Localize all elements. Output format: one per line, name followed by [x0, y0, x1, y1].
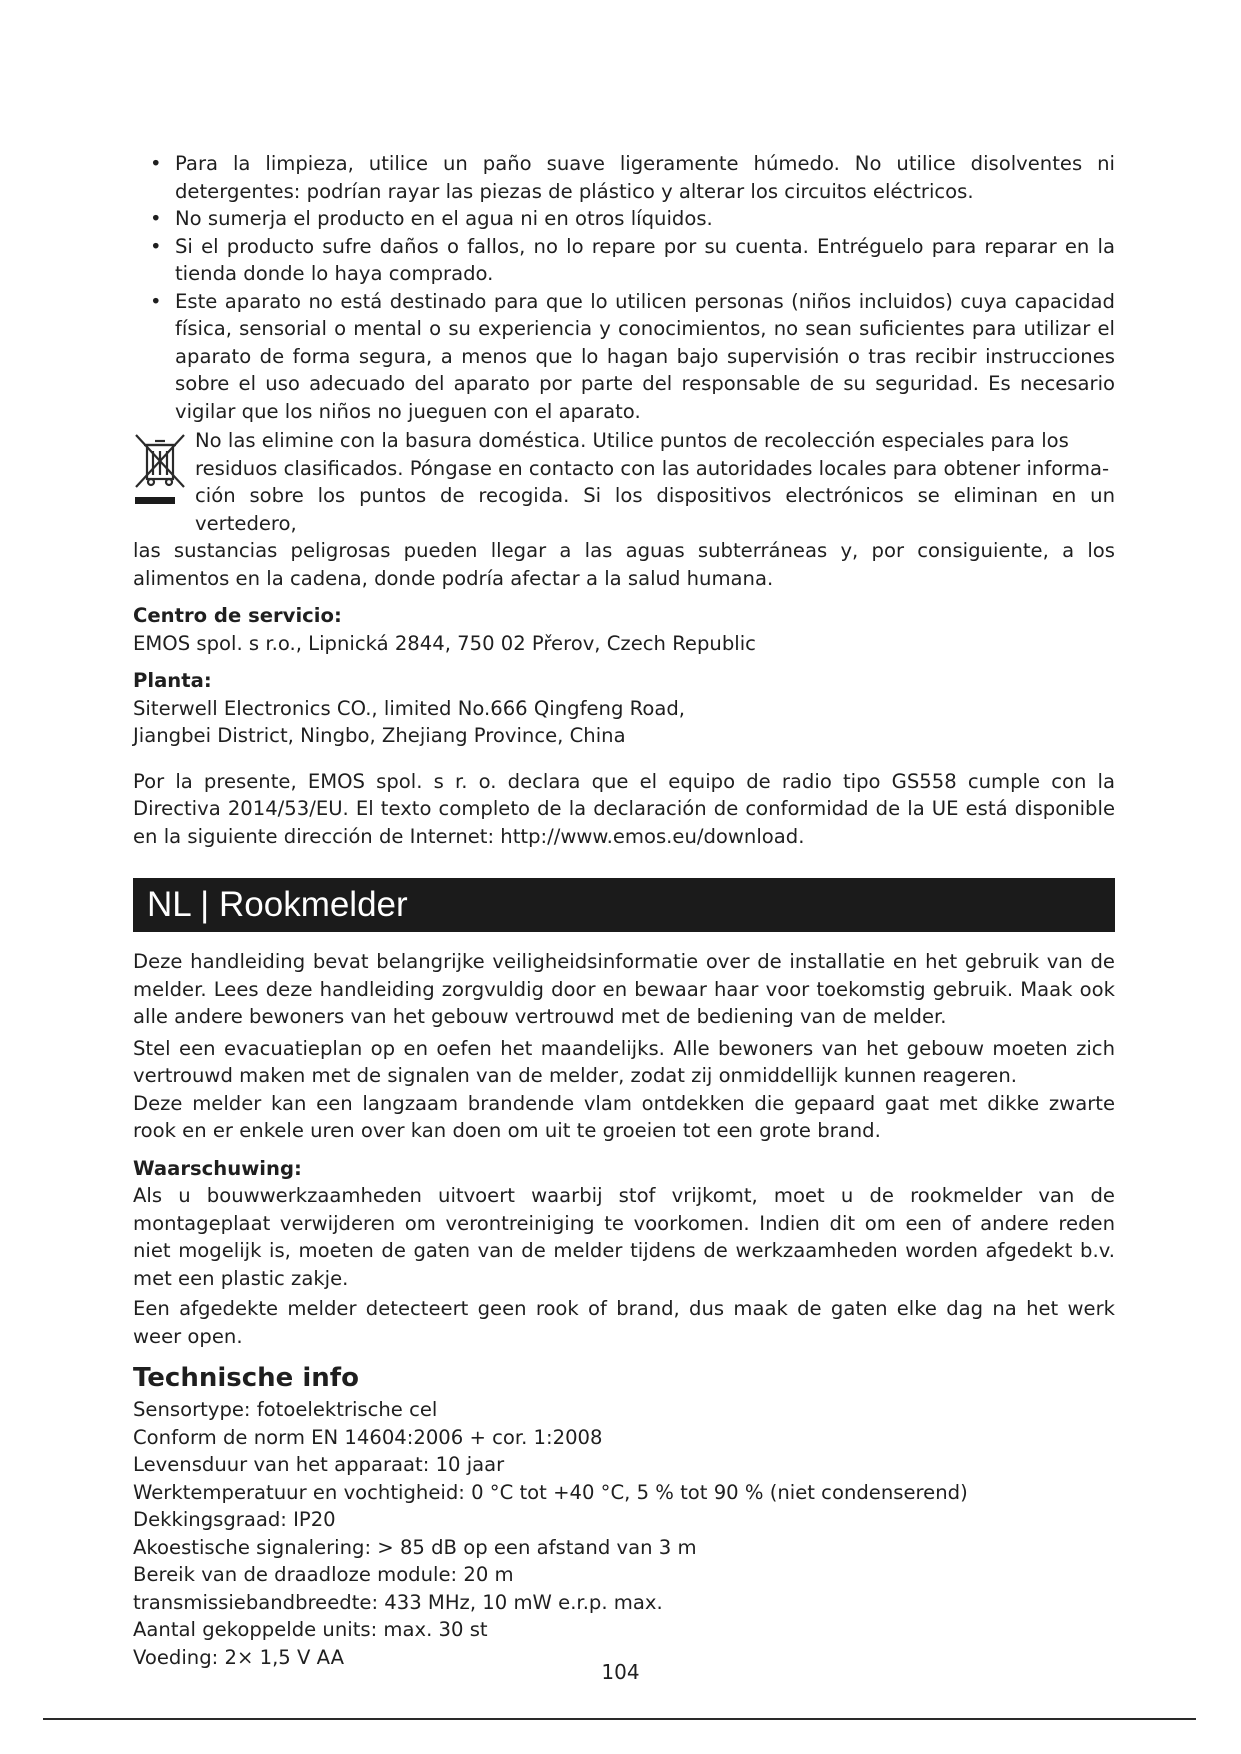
spec-list — [133, 1396, 1115, 1671]
nl-intro — [133, 948, 1115, 1145]
paragraph: Deze handleiding bevat belangrijke veiligheidsinformatie over de installatie en het gebruik van de melder. Lees deze handleiding zorgvuldig door en bewaar haar voor toekomstig gebruik. Maak ook alle andere bewoners van het gebouw vertrouwd met de bediening van de melder. — [133, 950, 1115, 1028]
section-banner — [133, 878, 1115, 932]
paragraph: Stel een evacuatieplan op en oefen het maandelijks. Alle bewoners van het gebouw moeten zich vertrouwd maken met de signalen van de melder, zodat zij onmiddellijk kunnen reageren. — [133, 1036, 1115, 1087]
es-safety-list — [133, 150, 1115, 425]
list-item: • Si el producto sufre daños o fallos, no lo repare por su cuenta. Entréguelo para reparar en la tienda donde lo haya comprado. — [133, 233, 1115, 288]
page-content — [133, 150, 1115, 1671]
spec-line: Akoestische signalering: > 85 dB op een afstand van 3 m — [133, 1535, 697, 1559]
footer-divider — [43, 1718, 1196, 1720]
tech-info-heading: Technische info — [133, 1363, 359, 1393]
paragraph: Een afgedekte melder detecteert geen rook of brand, dus maak de gaten elke dag na het werk weer open. — [133, 1297, 1115, 1348]
spec-line: Aantal gekoppelde units: max. 30 st — [133, 1618, 488, 1641]
list-item: • No sumerja el producto en el agua ni en otros líquidos. — [133, 205, 1115, 233]
spec-line: Voeding: 2× 1,5 V AA — [133, 1645, 344, 1669]
spec-line: Conform de norm EN 14604:2006 + cor. 1:2008 — [133, 1425, 603, 1449]
weee-notice — [133, 427, 1115, 592]
list-item: • Este aparato no está destinado para que lo utilicen personas (niños incluidos) cuya capacidad física, sensorial o mental o su experiencia y conocimientos, no sean suficientes para utilizar el aparato de forma segura, a menos que lo hagan bajo supervisión o tras recibir instrucciones sobre el uso adecuado del aparato por parte del responsable de su seguridad. Es necesario vigilar que los niños no jueguen con el aparato. — [133, 288, 1115, 426]
crossed-out-wheelie-bin-icon — [133, 431, 187, 507]
plant-label: Planta: — [133, 669, 212, 692]
spec-line: Sensortype: fotoelektrische cel — [133, 1398, 438, 1421]
paragraph: Als u bouwwerkzaamheden uitvoert waarbij stof vrijkomt, moet u de rookmelder van de montageplaat verwijderen om verontreiniging te voorkomen. Indien dit om een of andere reden niet mogelijk is, moeten de gaten van de melder tijdens de werkzaamheden worden afgedekt b.v. met een plastic zakje. — [133, 1184, 1115, 1290]
plant-address-line: Jiangbei District, Ningbo, Zhejiang Province, China — [133, 724, 626, 747]
spec-line: Levensduur van het apparaat: 10 jaar — [133, 1453, 505, 1476]
weee-line: No las elimine con la basura doméstica. Utilice puntos de recolección especiales para los — [195, 429, 1069, 452]
spec-line: Bereik van de draadloze module: 20 m — [133, 1563, 514, 1586]
weee-line: residuos clasificados. Póngase en contacto con las autoridades locales para obtener informa- — [195, 456, 1110, 480]
conformity-declaration: Por la presente, EMOS spol. s r. o. declara que el equipo de radio tipo GS558 cumple con la Directiva 2014/53/EU. El texto completo de la declaración de conformidad de la UE está disponible en la siguiente dirección de Internet: http://www.emos.eu/download. — [133, 769, 1115, 848]
spec-line: transmissiebandbreedte: 433 MHz, 10 mW e.r.p. max. — [133, 1590, 663, 1614]
weee-rest: las sustancias peligrosas pueden llegar a las aguas subterráneas y, por consiguiente, a los alimentos en la cadena, donde podría afectar a la salud humana. — [133, 539, 1115, 590]
spec-line: Werktemperatuur en vochtigheid: 0 °C tot +40 °C, 5 % tot 90 % (niet condenserend) — [133, 1480, 968, 1504]
page-number: 104 — [601, 1660, 640, 1684]
list-item: • Para la limpieza, utilice un paño suave ligeramente húmedo. No utilice disolventes ni detergentes: podrían rayar las piezas de plástico y alterar los circuitos eléctricos. — [133, 150, 1115, 205]
paragraph: Deze melder kan een langzaam brandende vlam ontdekken die gepaard gaat met dikke zwarte rook en er enkele uren over kan doen om uit te groeien tot een grote brand. — [133, 1091, 1115, 1142]
service-center-label: Centro de servicio: — [133, 604, 342, 627]
weee-line: ción sobre los puntos de recogida. Si los dispositivos electrónicos se eliminan en un vertedero, — [195, 484, 1115, 535]
service-center-address: EMOS spol. s r.o., Lipnická 2844, 750 02 Přerov, Czech Republic — [133, 631, 756, 655]
section-title: NL | Rookmelder — [147, 885, 408, 924]
spec-line: Dekkingsgraad: IP20 — [133, 1508, 336, 1531]
plant-address-line: Siterwell Electronics CO., limited No.666 Qingfeng Road, — [133, 696, 686, 720]
warning-label: Waarschuwing: — [133, 1156, 302, 1180]
